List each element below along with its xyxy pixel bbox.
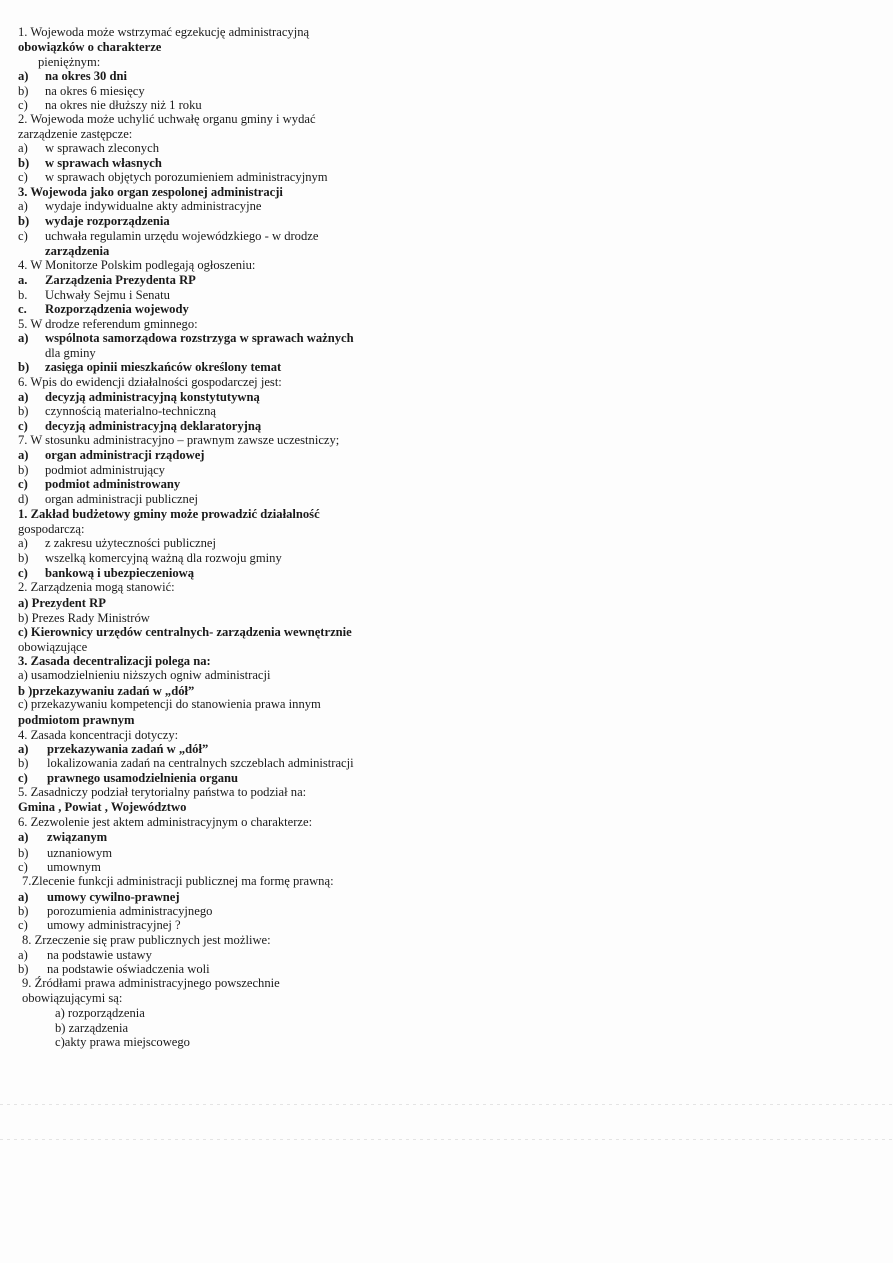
line-text: 9. Źródłami prawa administracyjnego powszechnie: [22, 976, 280, 990]
list-item-marker: c.: [18, 302, 27, 316]
line-text: na podstawie oświadczenia woli: [47, 962, 210, 976]
line-text: czynnością materialno-techniczną: [45, 404, 216, 418]
list-item-marker: c): [18, 860, 28, 874]
line-text: 1. Wojewoda może wstrzymać egzekucję administracyjną: [18, 25, 310, 39]
line-text: dla gminy: [45, 346, 96, 360]
line-text: wspólnota samorządowa rozstrzyga w sprawach ważnych: [45, 331, 354, 345]
line-text: organ administracji rządowej: [45, 448, 205, 462]
list-item-marker: a): [18, 890, 29, 904]
line-text: podmiot administrujący: [45, 463, 165, 477]
line-text: 2. Zarządzenia mogą stanowić:: [18, 580, 175, 594]
list-item-marker: b): [18, 214, 30, 228]
line-text: związanym: [47, 830, 108, 844]
list-item-marker: a): [18, 830, 29, 844]
list-item-marker: b): [18, 404, 29, 418]
list-item-marker: b): [18, 962, 29, 976]
line-text: 4. Zasada koncentracji dotyczy:: [18, 728, 179, 742]
line-text: 5. W drodze referendum gminnego:: [18, 317, 198, 331]
line-text: decyzją administracyjną deklaratoryjną: [45, 419, 262, 433]
line-text: 8. Zrzeczenie się praw publicznych jest możliwe:: [22, 933, 271, 947]
list-item-marker: b): [18, 551, 29, 565]
line-text: umowy administracyjnej ?: [47, 918, 181, 932]
line-text: gospodarczą:: [18, 522, 85, 536]
line-text: wydaje indywidualne akty administracyjne: [45, 199, 262, 213]
list-item-marker: a.: [18, 273, 28, 287]
line-text: 6. Wpis do ewidencji działalności gospodarczej jest:: [18, 375, 282, 389]
line-text: c) Kierownicy urzędów centralnych- zarządzenia wewnętrznie: [18, 625, 352, 639]
line-text: 6. Zezwolenie jest aktem administracyjnym o charakterze:: [18, 815, 313, 829]
line-text: lokalizowania zadań na centralnych szczeblach administracji: [47, 756, 354, 770]
line-text: b) zarządzenia: [55, 1021, 129, 1035]
line-text: na okres nie dłuższy niż 1 roku: [45, 98, 202, 112]
line-text: a) Prezydent RP: [18, 596, 106, 610]
line-text: na podstawie ustawy: [47, 948, 152, 962]
line-text: na okres 30 dni: [45, 69, 128, 83]
scan-noise-line: [0, 1139, 893, 1140]
line-text: organ administracji publicznej: [45, 492, 198, 506]
line-text: porozumienia administracyjnego: [47, 904, 213, 918]
line-text: obowiązujące: [18, 640, 88, 654]
list-item-marker: c): [18, 229, 28, 243]
line-text: zarządzenie zastępcze:: [18, 127, 133, 141]
line-text: z zakresu użyteczności publicznej: [45, 536, 216, 550]
line-text: uchwała regulamin urzędu wojewódzkiego - w drodze: [45, 229, 319, 243]
line-text: uznaniowym: [47, 846, 113, 860]
line-text: umownym: [47, 860, 101, 874]
line-text: bankową i ubezpieczeniową: [45, 566, 195, 580]
list-item-marker: c): [18, 170, 28, 184]
list-item-marker: d): [18, 492, 29, 506]
line-text: 7. W stosunku administracyjno – prawnym zawsze uczestniczy;: [18, 433, 340, 447]
line-text: prawnego usamodzielnienia organu: [47, 771, 239, 785]
line-text: Rozporządzenia wojewody: [45, 302, 189, 316]
line-text: a) usamodzielnieniu niższych ogniw administracji: [18, 668, 271, 682]
list-item-marker: b): [18, 756, 29, 770]
list-item-marker: b): [18, 846, 29, 860]
line-text: zasięga opinii mieszkańców określony temat: [45, 360, 282, 374]
line-text: 1. Zakład budżetowy gminy może prowadzić działalność: [18, 507, 320, 521]
line-text: obowiązującymi są:: [22, 991, 123, 1005]
list-item-marker: a): [18, 69, 29, 83]
line-text: wydaje rozporządzenia: [45, 214, 170, 228]
list-item-marker: b.: [18, 288, 28, 302]
list-item-marker: c): [18, 98, 28, 112]
line-text: w sprawach zleconych: [45, 141, 159, 155]
line-text: pieniężnym:: [38, 55, 101, 69]
line-text: umowy cywilno-prawnej: [47, 890, 180, 904]
line-text: przekazywania zadań w „dół”: [47, 742, 209, 756]
list-item-marker: a): [18, 448, 29, 462]
list-item-marker: c): [18, 918, 28, 932]
list-item-marker: b): [18, 463, 29, 477]
line-text: a) rozporządzenia: [55, 1006, 145, 1020]
list-item-marker: b): [18, 360, 30, 374]
list-item-marker: a): [18, 331, 29, 345]
line-text: w sprawach własnych: [45, 156, 162, 170]
line-text: Zarządzenia Prezydenta RP: [45, 273, 196, 287]
list-item-marker: b): [18, 904, 29, 918]
line-text: 2. Wojewoda może uchylić uchwałę organu gminy i wydać: [18, 112, 316, 126]
list-item-marker: a): [18, 390, 29, 404]
line-text: b) Prezes Rady Ministrów: [18, 611, 150, 625]
list-item-marker: c): [18, 566, 28, 580]
line-text: Uchwały Sejmu i Senatu: [45, 288, 170, 302]
list-item-marker: c): [18, 419, 28, 433]
line-text: 3. Zasada decentralizacji polega na:: [18, 654, 211, 668]
line-text: 3. Wojewoda jako organ zespolonej administracji: [18, 185, 283, 199]
line-text: w sprawach objętych porozumieniem administracyjnym: [45, 170, 328, 184]
list-item-marker: b): [18, 156, 30, 170]
line-text: obowiązków o charakterze: [18, 40, 162, 54]
list-item-marker: b): [18, 84, 29, 98]
line-text: wszelką komercyjną ważną dla rozwoju gminy: [45, 551, 282, 565]
line-text: podmiot administrowany: [45, 477, 181, 491]
line-text: 7.Zlecenie funkcji administracji publicznej ma formę prawną:: [22, 874, 334, 888]
line-text: 5. Zasadniczy podział terytorialny państwa to podział na:: [18, 785, 307, 799]
list-item-marker: a): [18, 742, 29, 756]
line-text: c)akty prawa miejscowego: [55, 1035, 190, 1049]
line-text: podmiotom prawnym: [18, 713, 135, 727]
line-text: Gmina , Powiat , Województwo: [18, 800, 187, 814]
line-text: decyzją administracyjną konstytutywną: [45, 390, 260, 404]
line-text: zarządzenia: [45, 244, 110, 258]
scan-noise-line: [0, 1104, 893, 1105]
line-text: b )przekazywaniu zadań w „dół”: [18, 684, 195, 698]
list-item-marker: a): [18, 948, 28, 962]
list-item-marker: a): [18, 536, 28, 550]
line-text: 4. W Monitorze Polskim podlegają ogłoszeniu:: [18, 258, 256, 272]
line-text: na okres 6 miesięcy: [45, 84, 145, 98]
list-item-marker: c): [18, 477, 28, 491]
list-item-marker: a): [18, 141, 28, 155]
list-item-marker: a): [18, 199, 28, 213]
list-item-marker: c): [18, 771, 28, 785]
line-text: c) przekazywaniu kompetencji do stanowienia prawa innym: [18, 697, 321, 711]
